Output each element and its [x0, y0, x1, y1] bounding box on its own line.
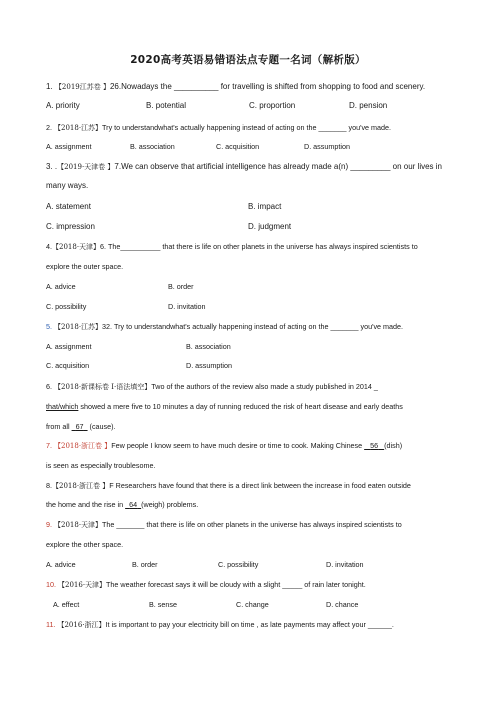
question-10	[46, 580, 456, 590]
answer-fill: 56	[370, 441, 379, 450]
option-d: D. invitation	[326, 560, 364, 569]
question-text: 26.Nowadays the __________ for travelling is shifted from shopping to food and scenery.	[109, 82, 426, 91]
question-number: 3. .	[46, 162, 58, 171]
option-a: A. assignment	[46, 142, 92, 151]
question-2	[46, 123, 456, 133]
option-d: D. invitation	[168, 302, 206, 311]
question-number: 2.	[46, 123, 52, 132]
option-b: B. impact	[248, 202, 282, 211]
option-b: B. order	[168, 282, 194, 291]
question-1	[46, 82, 456, 92]
question-text: 32. Try to understandwhat's actually happening instead of acting on the _______ you've made.	[102, 322, 404, 331]
option-d: D. judgment	[248, 222, 292, 231]
question-11	[46, 620, 456, 630]
question-text: from all	[46, 422, 72, 431]
question-number: 8.	[46, 481, 52, 490]
source-tag: 【2019江苏卷 】	[54, 83, 110, 91]
source-tag: 【2016·天津】	[58, 581, 107, 589]
question-4	[46, 242, 456, 252]
question-text: The _______ that there is life on other planets in the universe has always inspired scientists to	[102, 520, 402, 529]
option-c: C. change	[236, 600, 269, 609]
question-number: 7.	[46, 441, 52, 450]
question-5	[46, 322, 456, 332]
option-d: D. assumption	[186, 361, 232, 370]
option-b: B. order	[132, 560, 158, 569]
source-tag: 【2018·天津】	[54, 521, 103, 529]
source-tag: 【2018·天津】	[52, 243, 101, 251]
question-number: 5.	[46, 322, 52, 331]
question-9-continued: explore the other space.	[46, 540, 124, 549]
question-text: the home and the rise in	[46, 500, 126, 509]
option-d: D. pension	[349, 101, 388, 110]
question-number: 1.	[46, 82, 53, 91]
source-tag: 【2018·新课标卷 I·语法填空】	[54, 383, 152, 391]
question-text: F Researchers have found that there is a direct link between the increase in food eaten outside	[109, 481, 411, 490]
option-c: C. acquisition	[46, 361, 90, 370]
answer-fill: 67	[75, 422, 84, 431]
option-c: C. impression	[46, 222, 95, 231]
source-tag: 【2018·浙江卷 】	[52, 482, 110, 490]
option-a: A. statement	[46, 202, 91, 211]
option-b: B. association	[186, 342, 231, 351]
question-text: (weigh) problems.	[141, 500, 199, 509]
option-a: A. priority	[46, 101, 80, 110]
question-8	[46, 481, 456, 491]
question-7	[46, 441, 456, 451]
option-b: B. association	[130, 142, 175, 151]
page-title: 2020高考英语易错语法点专题一名词（解析版）	[130, 54, 366, 66]
question-number: 10.	[46, 580, 56, 589]
source-tag: 【2019·天津卷 】	[57, 163, 115, 171]
option-c: C. proportion	[249, 101, 296, 110]
option-a: A. effect	[53, 600, 80, 609]
question-text: (cause).	[87, 422, 116, 431]
option-d: D. assumption	[304, 142, 350, 151]
option-d: D. chance	[326, 600, 359, 609]
option-b: B. sense	[149, 600, 177, 609]
question-7-continued: is seen as especially troublesome.	[46, 461, 156, 470]
question-text: showed a mere five to 10 minutes a day of running reduced the risk of heart disease and early deaths	[78, 402, 403, 411]
option-a: A. assignment	[46, 342, 92, 351]
question-number: 4.	[46, 242, 52, 251]
option-c: C. possibility	[46, 302, 87, 311]
question-6	[46, 382, 456, 392]
question-4-continued: explore the outer space.	[46, 262, 124, 271]
source-tag: 【2018·江苏】	[54, 323, 103, 331]
answer-fill: 64	[129, 500, 138, 509]
answer-fill: that/which	[46, 402, 79, 411]
question-3-continued: many ways.	[46, 181, 89, 190]
source-tag: 【2018·江苏】	[54, 124, 103, 132]
question-6-continued	[46, 402, 456, 412]
question-3	[46, 162, 456, 172]
question-6-end	[46, 422, 456, 432]
source-tag: 【2018·浙江卷 】	[54, 442, 112, 450]
question-text: 7.We can observe that artificial intelligence has already made a(n) _________ on our lives in	[114, 162, 442, 171]
question-number: 9.	[46, 520, 52, 529]
option-c: C. acquisition	[216, 142, 260, 151]
question-text: Few people I know seem to have much desire or time to cook. Making Chinese	[111, 441, 365, 450]
question-text: Two of the authors of the review also made a study published in 2014 _	[151, 382, 378, 391]
question-number: 11.	[46, 620, 56, 629]
question-number: 6.	[46, 382, 52, 391]
question-text: Try to understandwhat's actually happening instead of acting on the _______ you've made.	[102, 123, 392, 132]
source-tag: 【2016·浙江】	[57, 621, 106, 629]
question-text: The weather forecast says it will be cloudy with a slight _____ of rain later tonight.	[106, 580, 366, 589]
option-c: C. possibility	[218, 560, 259, 569]
option-a: A. advice	[46, 560, 76, 569]
question-text: (dish)	[384, 441, 403, 450]
question-text: 6. The__________ that there is life on other planets in the universe has always inspired scientists to	[100, 242, 418, 251]
option-b: B. potential	[146, 101, 187, 110]
question-text: It is important to pay your electricity bill on time , as late payments may affect your ______.	[105, 620, 394, 629]
option-a: A. advice	[46, 282, 76, 291]
question-8-continued	[46, 500, 456, 510]
question-9	[46, 520, 456, 530]
